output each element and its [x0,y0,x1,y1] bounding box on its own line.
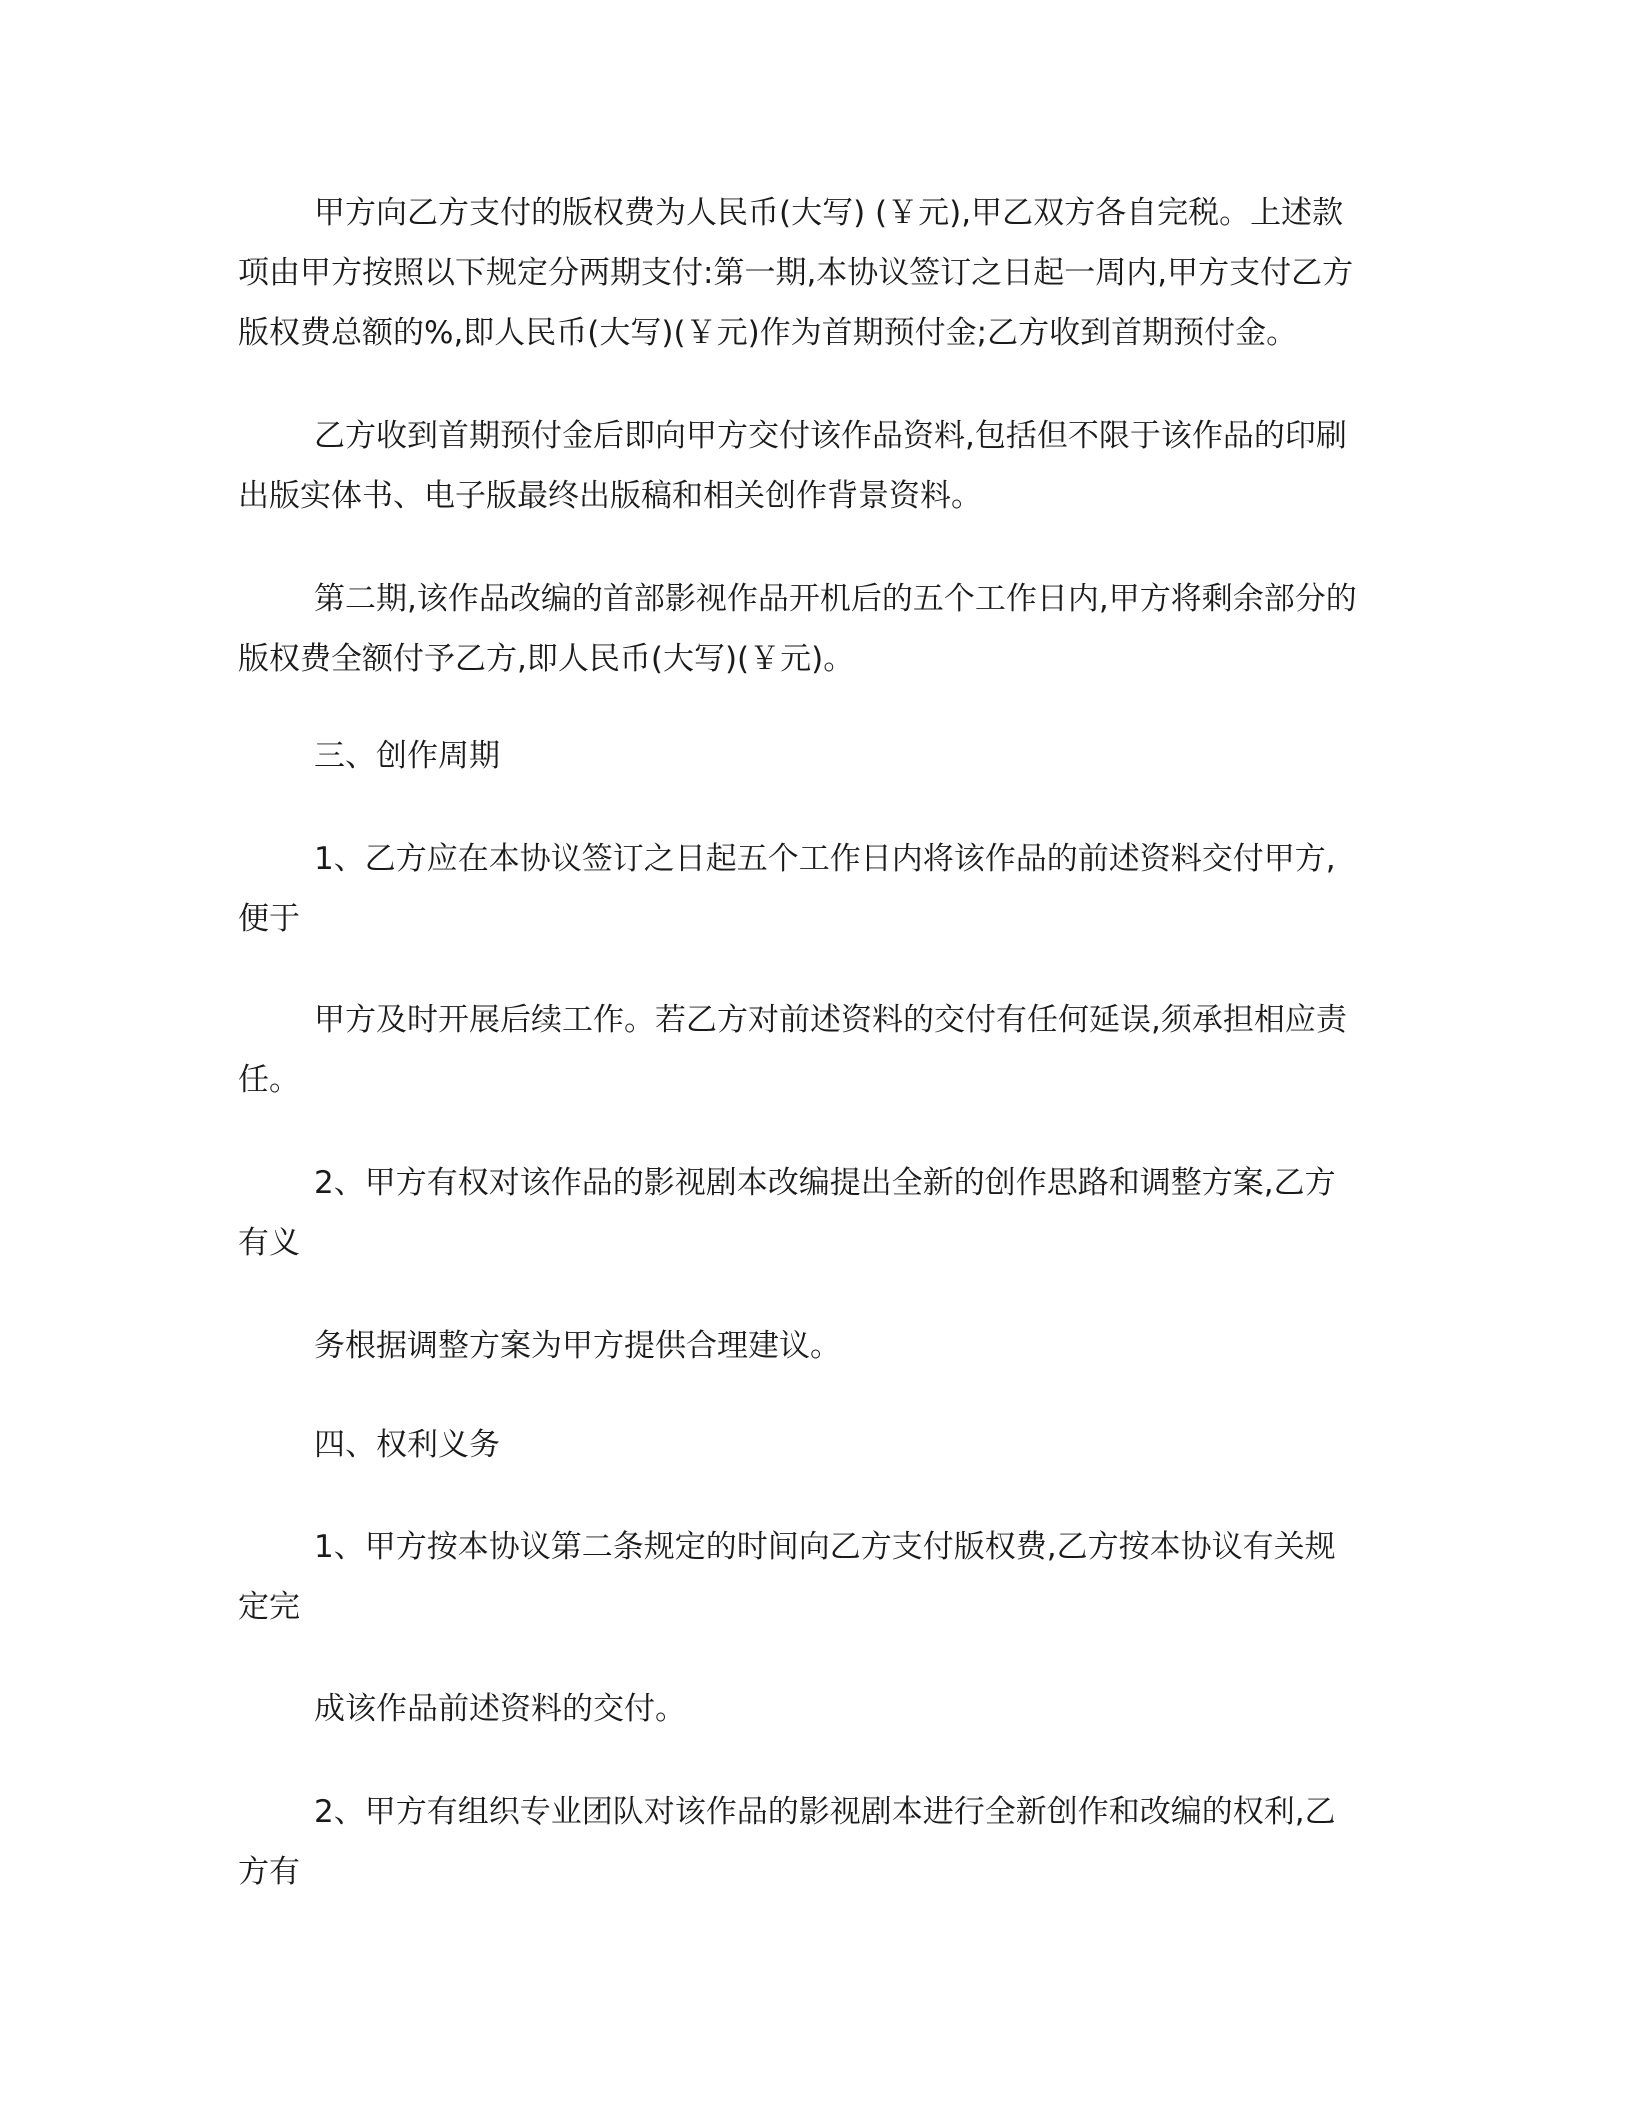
text-line: 2、甲方有权对该作品的影视剧本改编提出全新的创作思路和调整方案,乙方 [314,1165,1336,1201]
text-line: 便于 [238,901,300,937]
text-line: 项由甲方按照以下规定分两期支付:第一期,本协议签订之日起一周内,甲方支付乙方 [238,255,1354,291]
section-heading: 三、创作周期 [314,738,500,774]
text-line: 版权费总额的%,即人民币(大写)(￥元)作为首期预付金;乙方收到首期预付金。 [238,315,1298,351]
text-line: 务根据调整方案为甲方提供合理建议。 [314,1328,841,1364]
text-line: 方有 [238,1854,300,1890]
text-line: 第二期,该作品改编的首部影视作品开机后的五个工作日内,甲方将剩余部分的 [314,581,1357,617]
text-line: 成该作品前述资料的交付。 [314,1691,686,1727]
text-line: 有义 [238,1225,300,1261]
text-line: 1、甲方按本协议第二条规定的时间向乙方支付版权费,乙方按本协议有关规 [314,1529,1336,1565]
section-heading: 四、权利义务 [314,1427,500,1463]
text-line: 乙方收到首期预付金后即向甲方交付该作品资料,包括但不限于该作品的印刷 [314,418,1347,454]
text-line: 1、乙方应在本协议签订之日起五个工作日内将该作品的前述资料交付甲方, [314,841,1336,877]
text-line: 甲方及时开展后续工作。若乙方对前述资料的交付有任何延误,须承担相应责 [314,1002,1347,1038]
text-line: 出版实体书、电子版最终出版稿和相关创作背景资料。 [238,478,982,514]
text-line: 2、甲方有组织专业团队对该作品的影视剧本进行全新创作和改编的权利,乙 [314,1794,1336,1830]
text-line: 甲方向乙方支付的版权费为人民币(大写) (￥元),甲乙双方各自完税。上述款 [314,195,1344,231]
text-line: 版权费全额付予乙方,即人民币(大写)(￥元)。 [238,641,855,677]
text-line: 定完 [238,1589,300,1625]
text-line: 任。 [238,1062,300,1098]
